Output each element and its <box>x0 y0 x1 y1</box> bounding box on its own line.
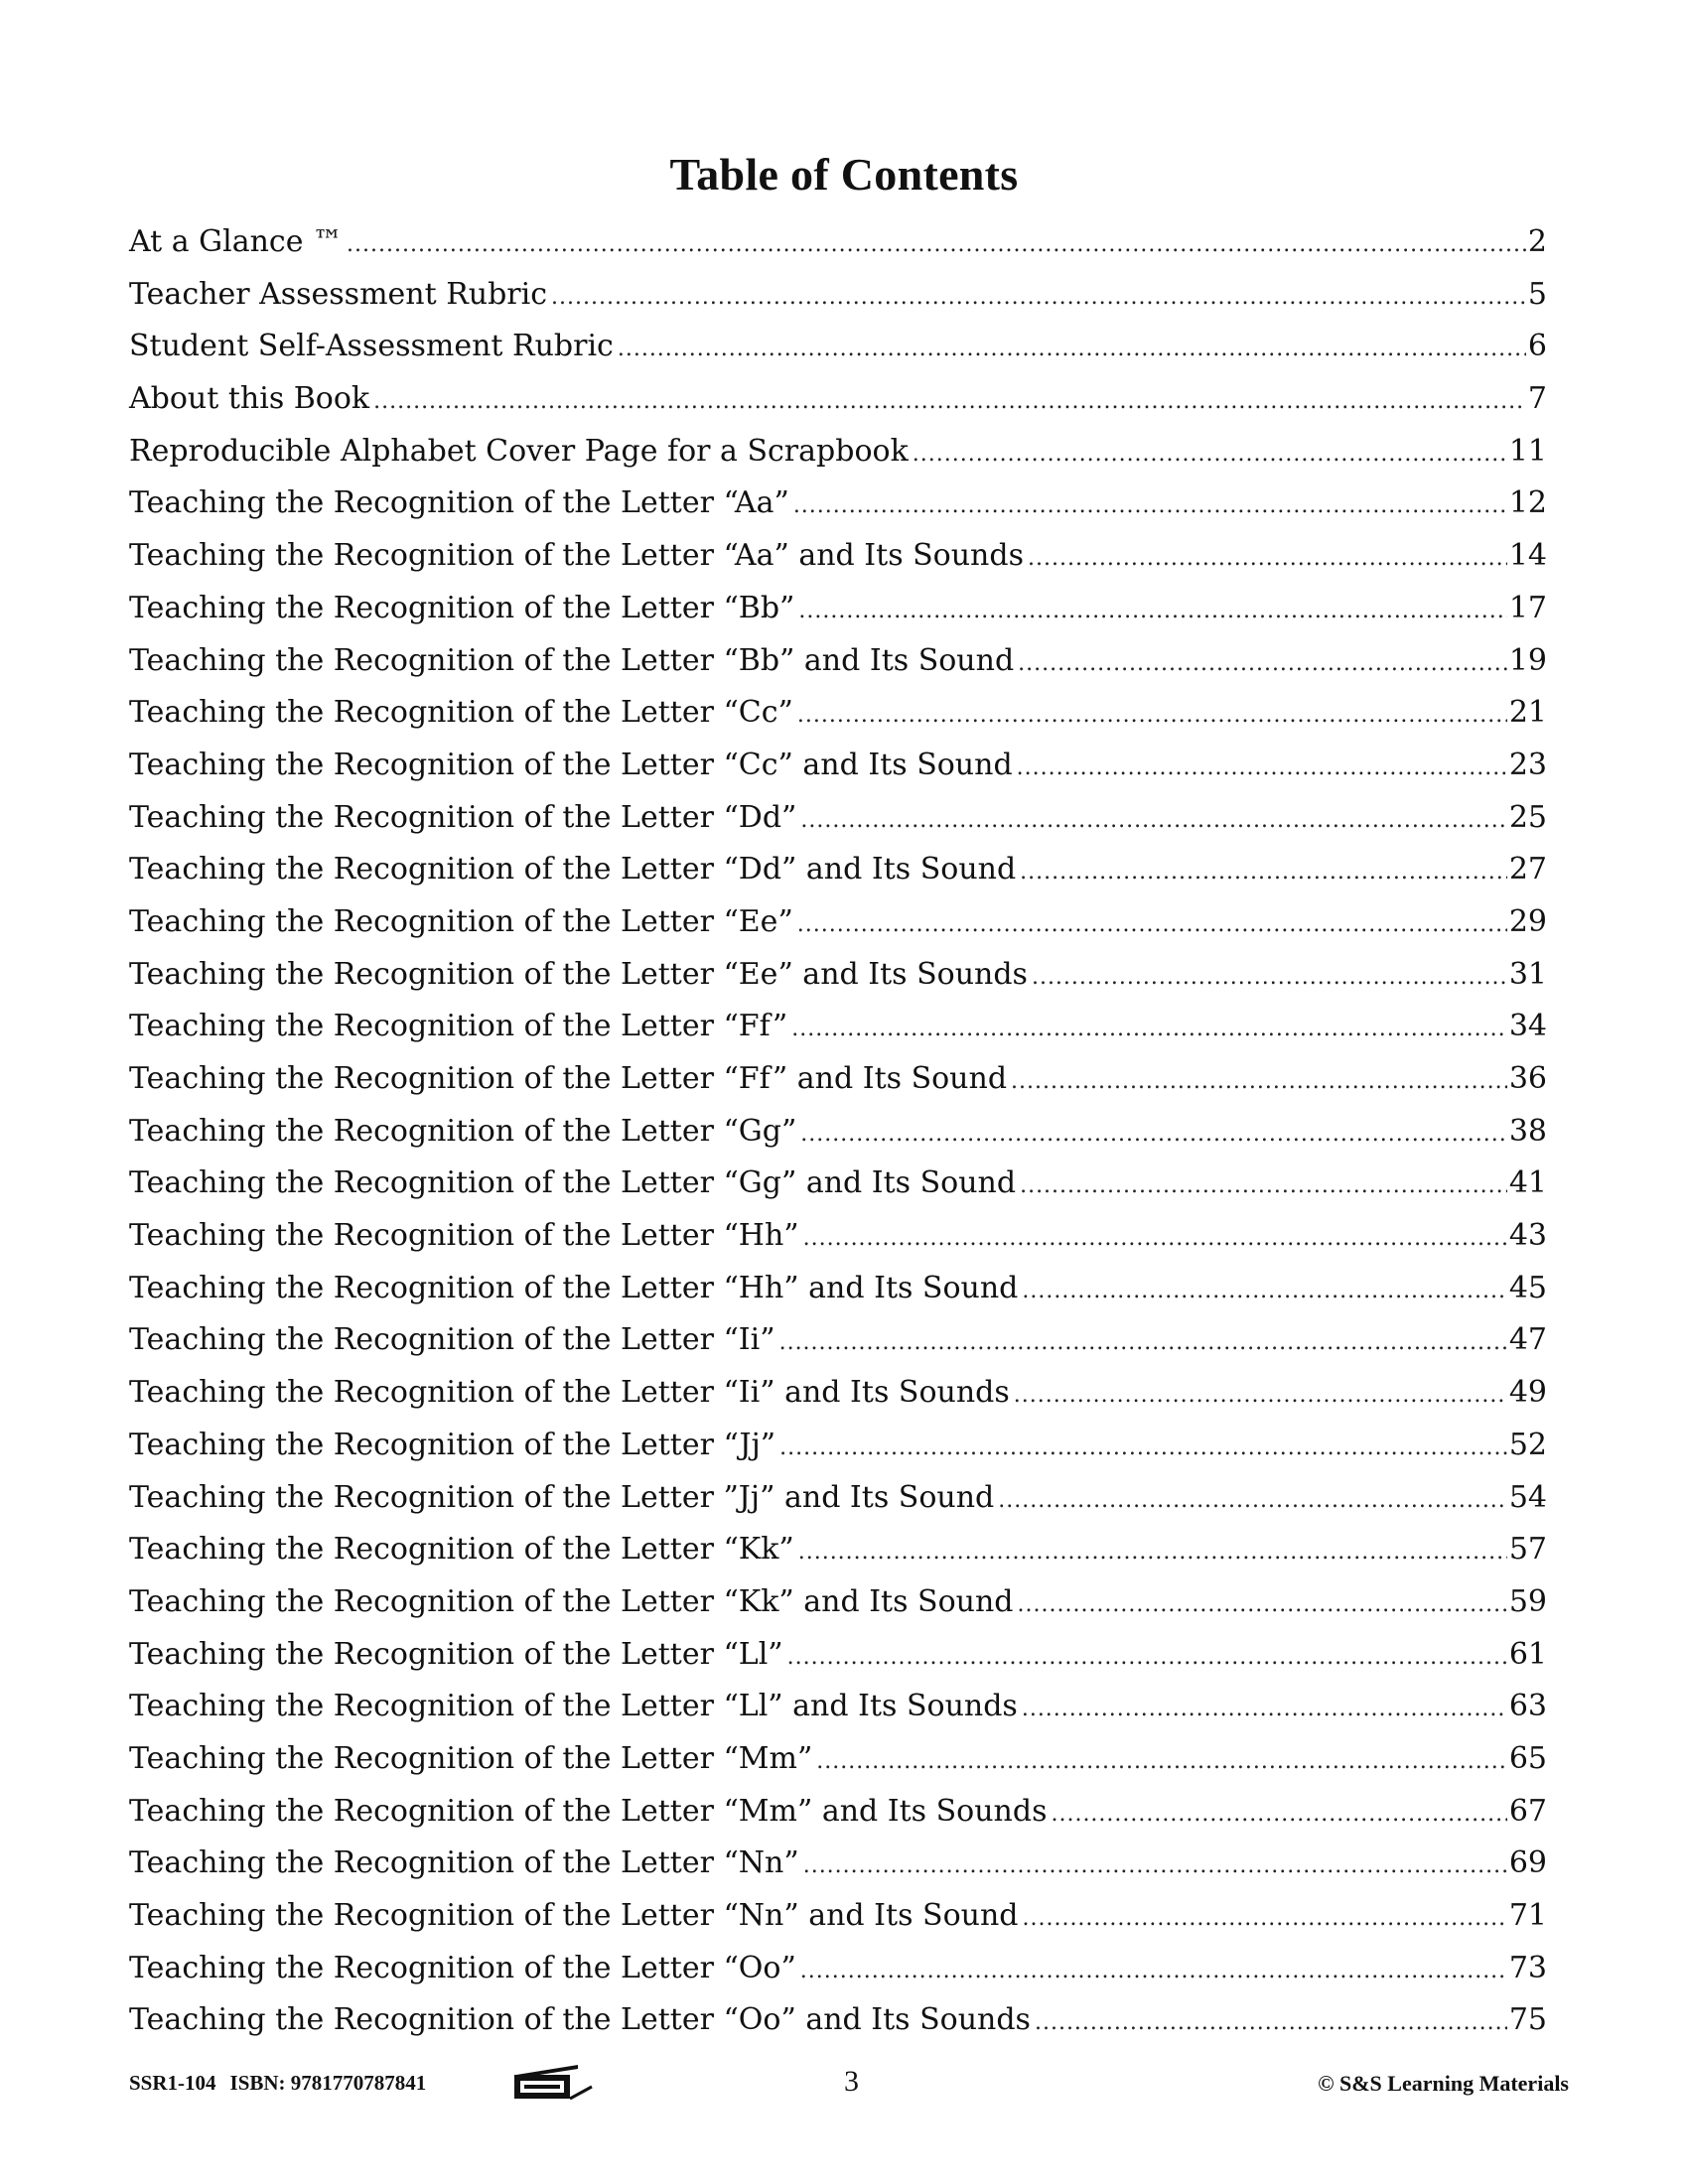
toc-entry-page: 34 <box>1508 1009 1547 1044</box>
toc-entry[interactable] <box>129 1994 1547 2047</box>
toc-dot-leader <box>373 376 1526 429</box>
toc-entry[interactable] <box>129 844 1547 896</box>
toc-entry[interactable] <box>129 1629 1547 1682</box>
toc-entry-title: Teaching the Recognition of the Letter “Hh” <box>129 1218 799 1254</box>
toc-entry-page: 67 <box>1508 1793 1547 1829</box>
table-of-contents <box>129 216 1547 2047</box>
toc-entry[interactable] <box>129 1263 1547 1315</box>
toc-entry[interactable] <box>129 426 1547 478</box>
toc-dot-leader <box>1017 743 1507 795</box>
toc-entry-page: 21 <box>1508 695 1547 731</box>
toc-dot-leader <box>347 219 1526 272</box>
toc-entry-page: 57 <box>1508 1532 1547 1568</box>
toc-entry-title: Teaching the Recognition of the Letter “Gg” <box>129 1113 797 1149</box>
toc-entry-title: Teaching the Recognition of the Letter “Cc” and Its Sound <box>129 747 1013 782</box>
toc-entry-title: Teaching the Recognition of the Letter “Ff” and Its Sound <box>129 1061 1008 1096</box>
toc-entry-page: 19 <box>1508 642 1547 678</box>
toc-entry-page: 43 <box>1508 1218 1547 1254</box>
toc-entry-title: Teaching the Recognition of the Letter “Bb” <box>129 590 795 625</box>
toc-entry-page: 17 <box>1508 590 1547 625</box>
footer-book-info <box>129 2071 426 2096</box>
toc-dot-leader <box>1022 1893 1506 1946</box>
toc-entry[interactable] <box>129 269 1547 322</box>
toc-dot-leader <box>800 1109 1507 1161</box>
toc-dot-leader <box>1018 1579 1507 1632</box>
toc-entry[interactable] <box>129 792 1547 845</box>
toc-entry-title: Teaching the Recognition of the Letter “Nn” <box>129 1845 799 1881</box>
footer-isbn: ISBN: 9781770787841 <box>229 2071 427 2095</box>
toc-entry-title: Teaching the Recognition of the Letter “Mm” <box>129 1740 813 1776</box>
toc-entry[interactable] <box>129 1210 1547 1263</box>
toc-dot-leader <box>779 1423 1507 1475</box>
toc-entry-page: 59 <box>1508 1583 1547 1619</box>
toc-entry-title: Teaching the Recognition of the Letter “Aa” <box>129 485 789 521</box>
toc-entry[interactable] <box>129 1786 1547 1839</box>
toc-dot-leader <box>791 1004 1507 1056</box>
toc-entry-page: 73 <box>1508 1950 1547 1985</box>
toc-entry-title: Teaching the Recognition of the Letter “Dd” <box>129 799 797 835</box>
toc-dot-leader <box>797 690 1507 743</box>
toc-entry[interactable] <box>129 530 1547 583</box>
toc-dot-leader <box>816 1736 1507 1789</box>
toc-entry-title: Teaching the Recognition of the Letter “Mm” and Its Sounds <box>129 1793 1048 1829</box>
toc-entry-page: 11 <box>1508 433 1547 469</box>
toc-entry-page: 23 <box>1508 747 1547 782</box>
toc-entry-page: 7 <box>1527 381 1547 417</box>
toc-entry[interactable] <box>129 1053 1547 1106</box>
toc-dot-leader <box>803 1213 1507 1266</box>
toc-entry-page: 49 <box>1508 1375 1547 1411</box>
toc-entry-page: 5 <box>1527 276 1547 312</box>
toc-dot-leader <box>779 1317 1507 1370</box>
toc-dot-leader <box>1028 533 1507 586</box>
toc-entry-page: 45 <box>1508 1270 1547 1305</box>
toc-dot-leader <box>1020 847 1507 899</box>
toc-dot-leader <box>551 272 1526 325</box>
toc-entry-page: 38 <box>1508 1113 1547 1149</box>
toc-entry-page: 14 <box>1508 538 1547 574</box>
footer-code: SSR1-104 <box>129 2071 216 2095</box>
footer-page-number: 3 <box>844 2065 859 2098</box>
toc-entry[interactable] <box>129 896 1547 949</box>
toc-entry[interactable] <box>129 1158 1547 1210</box>
toc-entry[interactable] <box>129 1524 1547 1576</box>
toc-entry-page: 75 <box>1508 2002 1547 2038</box>
toc-entry-title: Teaching the Recognition of the Letter “Ll” <box>129 1636 783 1672</box>
toc-entry-page: 61 <box>1508 1636 1547 1672</box>
toc-entry[interactable] <box>129 321 1547 373</box>
toc-entry-page: 31 <box>1508 956 1547 992</box>
toc-dot-leader <box>800 1946 1507 1998</box>
toc-dot-leader <box>1020 1160 1507 1213</box>
toc-entry[interactable] <box>129 583 1547 635</box>
toc-entry-title: Teaching the Recognition of the Letter “Kk” and Its Sound <box>129 1583 1014 1619</box>
toc-entry-page: 25 <box>1508 799 1547 835</box>
toc-entry-title: Teaching the Recognition of the Letter “Bb” and Its Sound <box>129 642 1015 678</box>
toc-dot-leader <box>1018 638 1507 691</box>
toc-entry-page: 65 <box>1508 1740 1547 1776</box>
toc-dot-leader <box>913 429 1507 481</box>
toc-entry-page: 54 <box>1508 1479 1547 1515</box>
toc-entry-page: 6 <box>1527 329 1547 364</box>
toc-entry-title: Teaching the Recognition of the Letter “Ff” <box>129 1009 788 1044</box>
toc-entry[interactable] <box>129 216 1547 269</box>
toc-entry-page: 36 <box>1508 1061 1547 1096</box>
toc-entry[interactable] <box>129 1681 1547 1733</box>
toc-entry-page: 69 <box>1508 1845 1547 1881</box>
toc-entry-title: Reproducible Alphabet Cover Page for a Scrapbook <box>129 433 909 469</box>
toc-entry-title: Teaching the Recognition of the Letter “Dd” and Its Sound <box>129 852 1017 887</box>
toc-entry-title: Teaching the Recognition of the Letter ”Jj” and Its Sound <box>129 1479 995 1515</box>
toc-entry-page: 71 <box>1508 1898 1547 1933</box>
toc-dot-leader <box>618 324 1526 376</box>
toc-entry-title: Teaching the Recognition of the Letter “Ee” and Its Sounds <box>129 956 1028 992</box>
page-footer <box>129 2057 1569 2107</box>
toc-entry[interactable] <box>129 478 1547 530</box>
toc-entry-title: Teaching the Recognition of the Letter “Ee” <box>129 903 793 939</box>
toc-entry-title: Teaching the Recognition of the Letter “Gg” and Its Sound <box>129 1165 1017 1201</box>
toc-entry[interactable] <box>129 635 1547 688</box>
toc-entry[interactable] <box>129 1576 1547 1629</box>
toc-dot-leader <box>787 1632 1507 1685</box>
toc-entry-page: 27 <box>1508 852 1547 887</box>
toc-entry[interactable] <box>129 1106 1547 1159</box>
toc-entry-title: Teaching the Recognition of the Letter “Ii” and Its Sounds <box>129 1375 1010 1411</box>
toc-dot-leader <box>1051 1789 1506 1842</box>
toc-entry-title: Teaching the Recognition of the Letter “Jj” <box>129 1427 776 1462</box>
toc-entry-page: 47 <box>1508 1322 1547 1358</box>
toc-entry-title: Teaching the Recognition of the Letter “Oo” <box>129 1950 796 1985</box>
toc-dot-leader <box>1022 1684 1507 1736</box>
toc-entry[interactable] <box>129 1314 1547 1367</box>
toc-entry-title: Teaching the Recognition of the Letter “Ii” <box>129 1322 775 1358</box>
toc-dot-leader <box>803 1841 1507 1893</box>
toc-dot-leader <box>1035 1997 1507 2050</box>
toc-dot-leader <box>1011 1056 1507 1109</box>
toc-entry-page: 41 <box>1508 1165 1547 1201</box>
toc-entry-title: Teaching the Recognition of the Letter “Hh” and Its Sound <box>129 1270 1019 1305</box>
toc-dot-leader <box>800 795 1506 848</box>
toc-entry-title: Teacher Assessment Rubric <box>129 276 548 312</box>
toc-entry-title: Student Self-Assessment Rubric <box>129 329 614 364</box>
book-icon <box>506 2059 598 2103</box>
toc-entry-page: 29 <box>1508 903 1547 939</box>
toc-dot-leader <box>998 1475 1507 1528</box>
toc-dot-leader <box>793 480 1507 533</box>
toc-entry-title: Teaching the Recognition of the Letter “Nn” and Its Sound <box>129 1898 1019 1933</box>
toc-entry-title: Teaching the Recognition of the Letter “Aa” and Its Sounds <box>129 538 1024 574</box>
toc-dot-leader <box>797 899 1507 952</box>
toc-entry-title: Teaching the Recognition of the Letter “Cc” <box>129 695 793 731</box>
toc-entry[interactable] <box>129 1367 1547 1420</box>
toc-entry-page: 63 <box>1508 1689 1547 1724</box>
toc-entry[interactable] <box>129 1943 1547 1995</box>
toc-dot-leader <box>1022 1266 1506 1318</box>
toc-entry-title: Teaching the Recognition of the Letter “Kk” <box>129 1532 794 1568</box>
toc-dot-leader <box>798 586 1506 638</box>
toc-entry[interactable] <box>129 687 1547 740</box>
toc-entry-page: 52 <box>1508 1427 1547 1462</box>
toc-entry-title: Teaching the Recognition of the Letter “Ll” and Its Sounds <box>129 1689 1018 1724</box>
toc-entry[interactable] <box>129 1890 1547 1943</box>
toc-entry[interactable] <box>129 740 1547 792</box>
toc-entry-page: 2 <box>1527 224 1547 259</box>
toc-entry-title: Teaching the Recognition of the Letter “Oo” and Its Sounds <box>129 2002 1031 2038</box>
toc-entry[interactable] <box>129 1838 1547 1890</box>
toc-entry-page: 12 <box>1508 485 1547 521</box>
toc-entry[interactable] <box>129 1472 1547 1525</box>
toc-entry[interactable] <box>129 1420 1547 1472</box>
toc-entry[interactable] <box>129 949 1547 1002</box>
toc-dot-leader <box>1014 1370 1507 1423</box>
toc-dot-leader <box>1032 952 1507 1005</box>
toc-entry[interactable] <box>129 1001 1547 1053</box>
toc-entry-title: About this Book <box>129 381 370 417</box>
page-title: Table of Contents <box>669 148 1019 200</box>
toc-entry[interactable] <box>129 373 1547 426</box>
footer-copyright: © S&S Learning Materials <box>1318 2071 1569 2096</box>
toc-dot-leader <box>798 1527 1507 1579</box>
toc-entry[interactable] <box>129 1733 1547 1786</box>
toc-entry-title: At a Glance ™ <box>129 224 344 259</box>
